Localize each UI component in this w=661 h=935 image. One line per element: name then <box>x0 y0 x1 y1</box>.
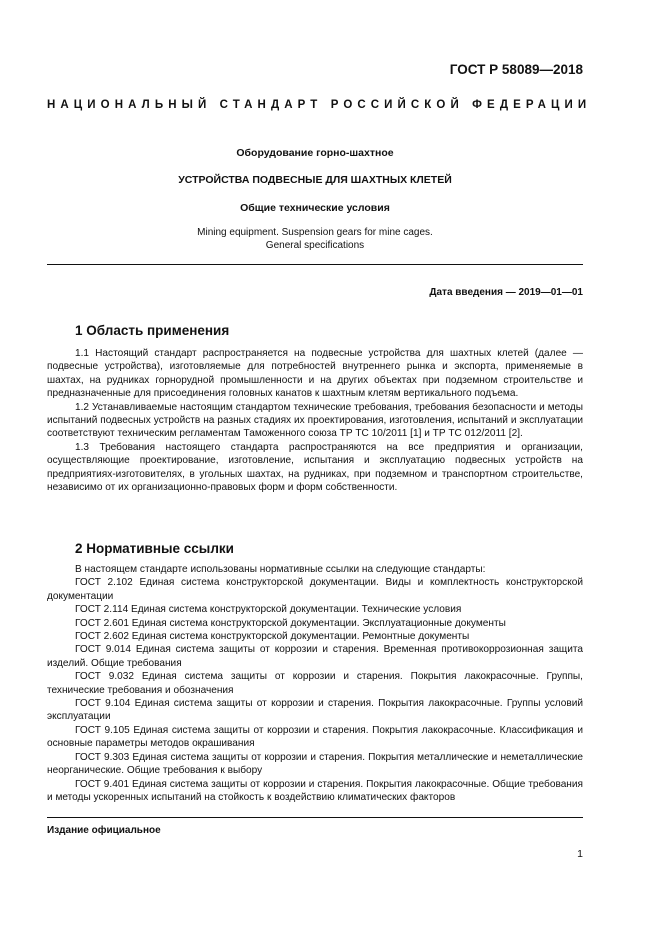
english-title-line-2: General specifications <box>265 240 365 251</box>
national-standard-banner: НАЦИОНАЛЬНЫЙ СТАНДАРТ РОССИЙСКОЙ ФЕДЕРАЦИИ <box>47 99 592 111</box>
title-sub: Общие технические условия <box>240 202 390 214</box>
paragraph: 1.1 Настоящий стандарт распространяется на подвесные устройства для шахтных клетей (далее — подвесные устройства), изготовляемые для потребностей внутреннего рынка и экспорта, применяемые в шахтах, на рудниках горнорудной промышленности и на других объектах при подземном строительстве и предназначенные для присоединения головных канатов к шахтным клетям вертикального подъема. <box>47 348 583 400</box>
english-title-line-1: Mining equipment. Suspension gears for mine cages. <box>197 227 433 238</box>
reference-item: ГОСТ 9.401 Единая система защиты от коррозии и старения. Покрытия лакокрасочные. Общие требования и методы ускоренных испытаний на стойкость к воздействию климатических факторов <box>47 778 583 803</box>
section-1-heading: 1 Область применения <box>75 323 230 338</box>
page-number: 1 <box>577 848 583 860</box>
section-1-body <box>47 347 583 494</box>
reference-item: ГОСТ 9.303 Единая система защиты от коррозии и старения. Покрытия металлические и неметаллические неорганические. Общие требования к выбору <box>47 751 583 777</box>
section-2-body <box>47 563 583 804</box>
reference-item: ГОСТ 9.105 Единая система защиты от коррозии и старения. Покрытия лакокрасочные. Классификация и основные параметры методов окрашивания <box>47 724 583 750</box>
title-group: Оборудование горно-шахтное <box>236 147 394 159</box>
reference-item: ГОСТ 9.032 Единая система защиты от коррозии и старения. Покрытия лакокрасочные. Группы, технические требования и обозначения <box>47 671 583 696</box>
section-2-heading: 2 Нормативные ссылки <box>75 541 234 556</box>
footer-divider <box>47 817 583 818</box>
reference-item: ГОСТ 2.601 Единая система конструкторской документации. Эксплуатационные документы <box>75 617 506 629</box>
english-title <box>47 226 583 252</box>
reference-item: ГОСТ 2.602 Единая система конструкторской документации. Ремонтные документы <box>75 631 470 643</box>
standard-id: ГОСТ Р 58089—2018 <box>449 62 583 77</box>
paragraph: В настоящем стандарте использованы нормативные ссылки на следующие стандарты: <box>75 564 486 575</box>
introduction-date: Дата введения — 2019—01—01 <box>429 287 583 298</box>
title-main: УСТРОЙСТВА ПОДВЕСНЫЕ ДЛЯ ШАХТНЫХ КЛЕТЕЙ <box>178 174 452 186</box>
reference-item: ГОСТ 2.114 Единая система конструкторской документации. Технические условия <box>75 604 462 616</box>
reference-item: ГОСТ 9.104 Единая система защиты от коррозии и старения. Покрытия лакокрасочные. Группы условий эксплуатации <box>47 698 583 723</box>
reference-item: ГОСТ 9.014 Единая система защиты от коррозии и старения. Временная противокоррозионная защита изделий. Общие требования <box>47 644 583 669</box>
reference-item: ГОСТ 2.102 Единая система конструкторской документации. Виды и комплектность конструкторской документации <box>47 577 583 602</box>
paragraph: 1.2 Устанавливаемые настоящим стандартом технические требования, требования безопасности и методы испытаний подвесных устройств на разных стадиях их проектирования, изготовления, испытаний и эксплуатации соответствуют техническим регламентам Таможенного союза ТР ТС 10/2011 [1] и ТР ТС 012/2011 [2]. <box>47 401 583 440</box>
paragraph: 1.3 Требования настоящего стандарта распространяются на все предприятия и организации, осуществляющие проектирование, изготовление, испытания и эксплуатацию подвесных устройств на предприятиях-изготовителях, в угольных шахтах, на рудниках, при подземном и транспортном строительстве, независимо от их организационно-правовых форм и форм собственности. <box>47 441 583 494</box>
title-divider <box>47 264 583 265</box>
official-edition-label: Издание официальное <box>47 825 161 836</box>
